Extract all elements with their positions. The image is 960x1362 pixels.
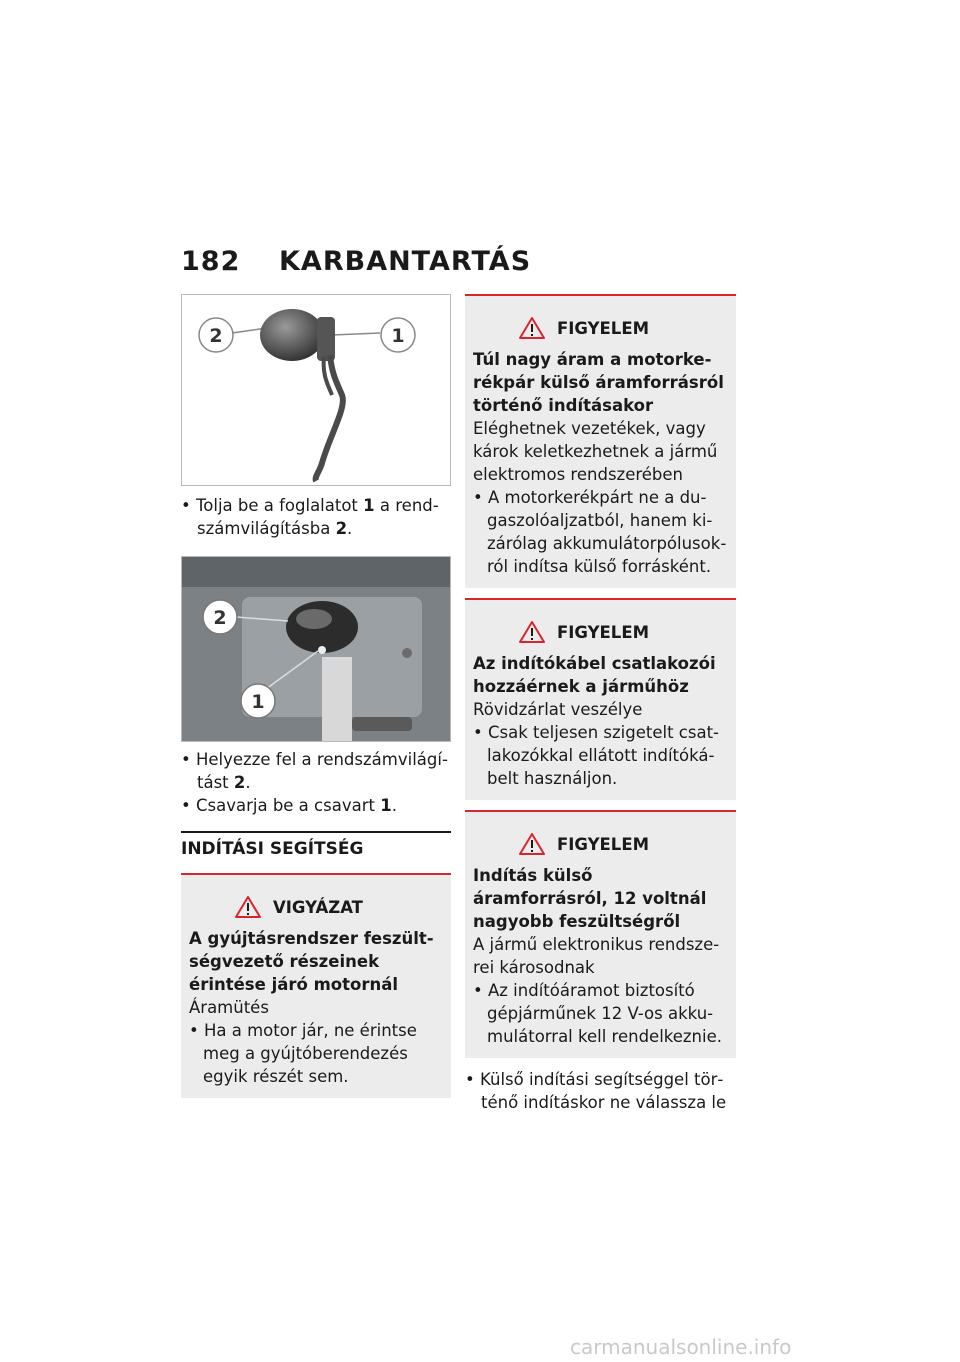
socket-illustration	[182, 295, 451, 486]
chapter-title: KARBANTARTÁS	[279, 246, 532, 277]
watermark: carmanualsonline.info	[570, 1335, 792, 1359]
instruction-jump-start: • Külső indítási segítséggel történő indításkor ne válassza le	[465, 1070, 727, 1112]
warning-triangle-icon	[519, 832, 545, 856]
instruction-text: Tolja be a foglalatot	[195, 496, 364, 515]
instruction-screw: • Csavarja be a csavart 1.	[181, 796, 397, 815]
warning-box-attention-3	[465, 810, 736, 1058]
section-title: INDÍTÁSI SEGÍTSÉG	[181, 831, 451, 859]
warning-title: Túl nagy áram a motorkerékpár külső áramforrásról történő indításakor	[473, 350, 724, 415]
warning-instruction: • Az indítóáramot biztosító gépjárműnek 12 V-os akkumulátorral kell rendelkeznie.	[473, 981, 722, 1046]
warning-triangle-icon	[519, 620, 545, 644]
callout-1: 1	[391, 325, 405, 347]
warning-box-attention-1	[465, 294, 736, 588]
warning-consequence: Áramütés	[189, 998, 269, 1017]
warning-instruction-text: Csak teljesen szigetelt csatlakozókkal ellátott indítókábelt használjon.	[487, 723, 720, 788]
warning-consequence: Rövidzárlat veszélye	[473, 700, 643, 719]
warning-triangle-icon	[519, 316, 545, 340]
warning-instruction-text: A motorkerékpárt ne a dugaszolóaljzatból, hanem kizárólag akkumulátorpólusokról indítsa külső forrásként.	[487, 488, 727, 576]
warning-box-caution	[181, 873, 451, 1098]
warning-instruction-text: Az indítóáramot biztosító gépjárműnek 12 V-os akkumulátorral kell rendelkeznie.	[487, 981, 722, 1046]
warning-title: A gyújtásrendszer feszültségvezető részeinek érintése járó motornál	[189, 929, 434, 994]
figure-socket	[181, 294, 451, 486]
ref-1: 1	[363, 496, 375, 515]
warning-label: FIGYELEM	[557, 318, 650, 338]
ref-1: 1	[380, 796, 392, 815]
warning-header	[473, 296, 728, 348]
warning-label: FIGYELEM	[557, 622, 650, 642]
warning-instruction-text: Ha a motor jár, ne érintse meg a gyújtóberendezés egyik részét sem.	[203, 1021, 417, 1086]
warning-label: FIGYELEM	[557, 834, 650, 854]
callout-2: 2	[209, 325, 223, 347]
page-header	[181, 246, 531, 277]
warning-consequence: Eléghetnek vezetékek, vagy károk keletkezhetnek a jármű elektromos rendszerében	[473, 419, 718, 484]
instruction-insert-socket: • Tolja be a foglalatot 1 a rendszámvilágításba 2.	[181, 496, 439, 538]
ref-2: 2	[233, 773, 246, 792]
instruction-text: Helyezze fel a rendszámvilágítást	[195, 750, 448, 792]
warning-title: Indítás külső áramforrásról, 12 voltnál nagyobb feszültségről	[473, 866, 707, 931]
warning-instruction: • Csak teljesen szigetelt csatlakozókkal ellátott indítókábelt használjon.	[473, 723, 720, 788]
period: .	[391, 796, 397, 815]
instruction-text: Csavarja be a csavart	[195, 796, 381, 815]
right-column	[465, 294, 736, 1114]
period: .	[245, 773, 251, 792]
warning-instruction: • A motorkerékpárt ne a dugaszolóaljzatból, hanem kizárólag akkumulátorpólusokról indítsa külső forrásként.	[473, 488, 727, 576]
warning-consequence: A jármű elektronikus rendszerei károsodnak	[473, 935, 720, 977]
left-column	[181, 294, 451, 1098]
page-number: 182	[181, 246, 241, 277]
warning-triangle-icon	[235, 895, 261, 919]
warning-header	[189, 875, 443, 927]
warning-instruction: • Ha a motor jár, ne érintse meg a gyújtóberendezés egyik részét sem.	[189, 1021, 417, 1086]
warning-header	[473, 600, 728, 652]
warning-box-attention-2	[465, 598, 736, 800]
figure-mounting	[181, 556, 451, 742]
mounting-illustration	[182, 557, 451, 742]
callout-1: 1	[251, 691, 265, 713]
instruction-fit-light: • Helyezze fel a rendszámvilágítást 2.	[181, 750, 448, 792]
instruction-text-2: a rendszámvilágításba	[197, 496, 439, 538]
callout-2: 2	[213, 607, 227, 629]
ref-2: 2	[335, 519, 348, 538]
period: .	[347, 519, 353, 538]
warning-title: Az indítókábel csatlakozói hozzáérnek a járműhöz	[473, 654, 716, 696]
warning-label: VIGYÁZAT	[273, 897, 363, 917]
warning-header	[473, 812, 728, 864]
instruction-text: Külső indítási segítséggel történő indításkor ne válassza le	[479, 1070, 727, 1112]
